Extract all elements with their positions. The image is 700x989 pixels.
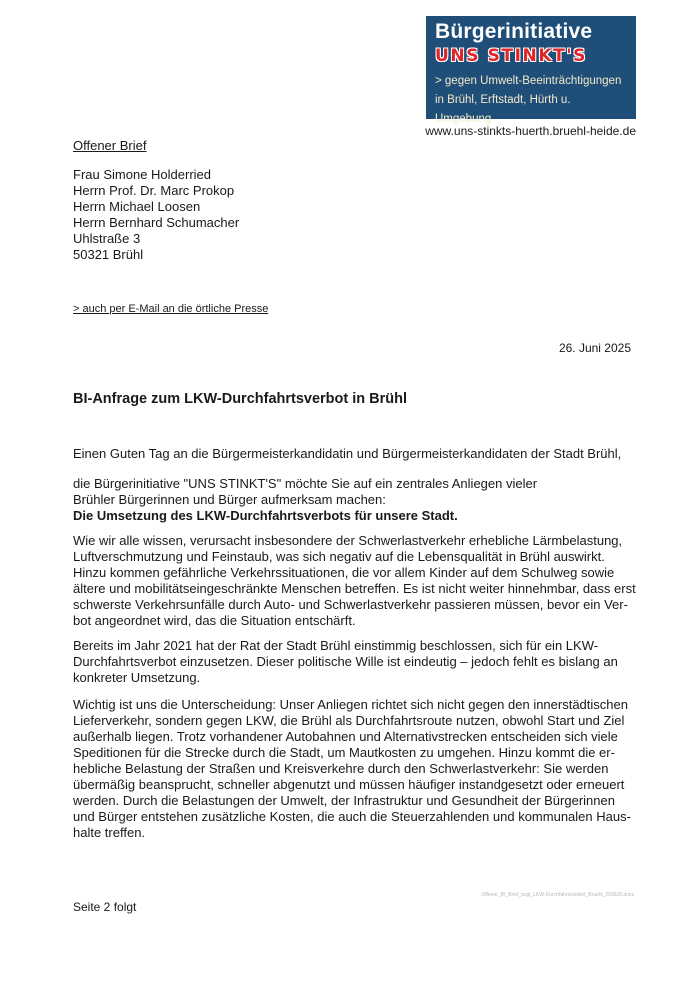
body-paragraph-3 xyxy=(73,697,643,841)
body-paragraph-1 xyxy=(73,533,643,629)
recipient-block xyxy=(73,167,239,263)
text-line: konkreter Umsetzung. xyxy=(73,670,201,685)
text-line: und Bürger entstehen zusätzliche Kosten, die auch die Steuerzahlenden und kommunalen Haus- xyxy=(73,809,631,824)
greeting xyxy=(73,446,643,462)
cc-note: > auch per E-Mail an die örtliche Presse xyxy=(73,303,269,315)
text-line: Wie wir alle wissen, verursacht insbesondere der Schwerlastverkehr erhebliche Lärmbelastung, xyxy=(73,533,623,548)
text-line: ältere und mobilitätseingeschränkte Menschen betreffen. Es ist nicht weiter hinnehmbar, dass erst xyxy=(73,581,636,596)
recipient-line: Herrn Bernhard Schumacher xyxy=(73,215,240,230)
footer-next-page: Seite 2 folgt xyxy=(73,900,137,914)
recipient-line: Frau Simone Holderried xyxy=(73,167,212,182)
text-line: die Bürgerinitiative "UNS STINKT'S" möchte Sie auf ein zentrales Anliegen vieler xyxy=(73,476,538,491)
letter-date: 26. Juni 2025 xyxy=(558,341,631,355)
logo-tagline-2: in Brühl, Erftstadt, Hürth u. Umgebung xyxy=(435,94,571,125)
logo-title: Bürgerinitiative xyxy=(435,20,593,43)
text-line: hebliche Belastung der Straßen und Kreisverkehre durch den Schwerlastverkehr: Sie werden xyxy=(73,761,609,776)
text-line: bot angeordnet wird, das die Situation entschärft. xyxy=(73,613,356,628)
initiative-logo xyxy=(426,16,636,125)
intro-paragraph xyxy=(73,476,643,524)
text-line: übermäßig beansprucht, schneller abgenutzt und müssen häufiger instandgesetzt oder erneuert xyxy=(73,777,625,792)
text-line: Durchfahrtsverbot einzusetzen. Dieser politische Wille ist eindeutig – jedoch fehlt es bislang an xyxy=(73,654,618,669)
greeting-text: Einen Guten Tag an die Bürgermeisterkandidatin und Bürgermeisterkandidaten der Stadt Brühl, xyxy=(73,446,622,461)
text-line: Hinzu kommen gefährliche Verkehrssituationen, die vor allem Kinder auf dem Schulweg sowie xyxy=(73,565,615,580)
letter-subject: BI-Anfrage zum LKW-Durchfahrtsverbot in Brühl xyxy=(73,391,408,407)
text-line: Speditionen für die Strecke durch die Stadt, um Mautkosten zu umgehen. Hinzu kommt die er- xyxy=(73,745,615,760)
logo-tagline-1: > gegen Umwelt-Beeinträchtigungen xyxy=(435,75,622,87)
recipient-street: Uhlstraße 3 xyxy=(73,231,141,246)
website-url: www.uns-stinkts-huerth.bruehl-heide.de xyxy=(425,124,636,138)
body-paragraph-2 xyxy=(73,638,643,686)
text-line: Lieferverkehr, sondern gegen LKW, die Brühl als Durchfahrtsroute nutzen, obwohl Start und Ziel xyxy=(73,713,625,728)
recipient-city: 50321 Brühl xyxy=(73,247,144,262)
recipient-line: Herrn Michael Loosen xyxy=(73,199,201,214)
letter-type: Offener Brief xyxy=(73,138,147,153)
logo-name: UNS STINKT'S xyxy=(435,46,588,66)
text-line: Wichtig ist uns die Unterscheidung: Unser Anliegen richtet sich nicht gegen den innerstädtischen xyxy=(73,697,628,712)
text-line: Brühler Bürgerinnen und Bürger aufmerksam machen: xyxy=(73,492,386,507)
text-line: halte treffen. xyxy=(73,825,146,840)
text-line: außerhalb liegen. Trotz vorhandener Autobahnen und Alternativstrecken entscheiden sich viele xyxy=(73,729,618,744)
text-line: Bereits im Jahr 2021 hat der Rat der Stadt Brühl einstimmig beschlossen, sich für ein LKW- xyxy=(73,638,599,653)
intro-emphasis: Die Umsetzung des LKW-Durchfahrtsverbots für unsere Stadt. xyxy=(73,508,458,523)
text-line: werden. Durch die Belastungen der Umwelt, der Infrastruktur und Gesundheit der Bürgerinnen xyxy=(73,793,615,808)
text-line: schwerste Verkehrsunfälle durch Auto- und Schwerlastverkehr passieren müssen, bevor ein Ver- xyxy=(73,597,628,612)
footer-filename: Offener_BI_Brief_bzgl_LKW-Durchfahrtsverbot_Bruehl_250626.docx xyxy=(481,892,634,898)
recipient-line: Herrn Prof. Dr. Marc Prokop xyxy=(73,183,235,198)
text-line: Luftverschmutzung und Feinstaub, was sich negativ auf die Lebensqualität in Brühl auswirkt. xyxy=(73,549,605,564)
